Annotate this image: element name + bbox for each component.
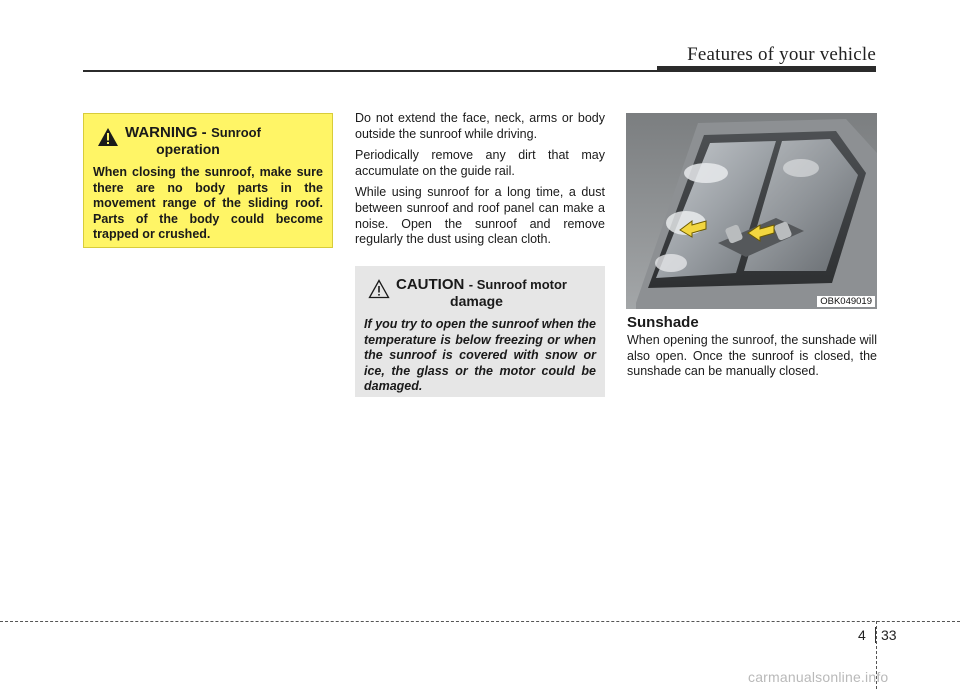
caution-box [355, 266, 605, 397]
caution-label: CAUTION [396, 276, 465, 293]
warning-label: WARNING - [125, 124, 207, 141]
header-rule-accent [657, 66, 876, 72]
middle-column-text [355, 111, 605, 254]
caution-subject: - Sunroof motor [468, 277, 567, 292]
sunshade-heading: Sunshade [627, 314, 699, 331]
paragraph: Do not extend the face, neck, arms or body outside the sunroof while driving. [355, 111, 605, 141]
sunroof-illustration [626, 113, 877, 309]
figure-caption: OBK049019 [817, 296, 875, 307]
page-number-divider [875, 627, 876, 643]
warning-subject-line2: operation [156, 141, 220, 157]
sunshade-body: When opening the sunroof, the sunshade will also open. Once the sunroof is closed, the sunshade can be manually closed. [627, 333, 877, 379]
caution-subject-line2: damage [450, 293, 503, 309]
paragraph: While using sunroof for a long time, a dust between sunroof and roof panel can make a noise. Open the sunroof and remove regularly the dust using clean cloth. [355, 185, 605, 247]
caution-heading [364, 276, 596, 310]
page-number: 33 [881, 627, 897, 643]
paragraph: Periodically remove any dirt that may accumulate on the guide rail. [355, 148, 605, 178]
warning-body: When closing the sunroof, make sure there are no body parts in the movement range of the sliding roof. Parts of the body could become trapped or crushed. [93, 165, 323, 241]
watermark: carmanualsonline.info [748, 669, 889, 685]
footer-dashed-line [0, 621, 960, 622]
page-header-title: Features of your vehicle [687, 44, 876, 65]
warning-subject: Sunroof [211, 125, 261, 140]
sunroof-photo [626, 113, 877, 309]
warning-heading [93, 124, 323, 158]
chapter-number: 4 [858, 627, 866, 643]
caution-body: If you try to open the sunroof when the temperature is below freezing or when the sunroof is covered with snow or ice, the glass or the motor could be damaged. [364, 317, 596, 393]
warning-box [83, 113, 333, 248]
